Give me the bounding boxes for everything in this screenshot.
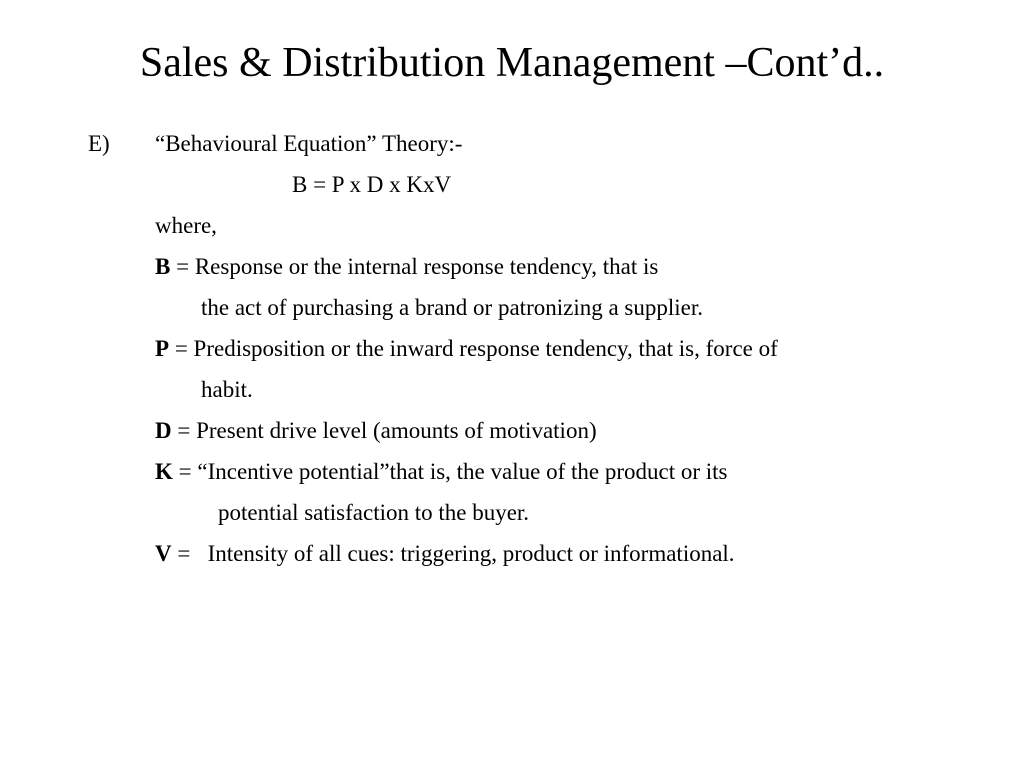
definition-text: “Incentive potential”that is, the value of the product or its <box>197 459 728 484</box>
definition-term: V <box>155 541 172 566</box>
definition-separator: = <box>172 459 198 484</box>
definition-p <box>155 335 778 363</box>
item-marker: E) <box>88 131 110 156</box>
definition-term: P <box>155 336 170 361</box>
definition-term: B <box>155 254 171 279</box>
definition-term: K <box>155 459 173 484</box>
definition-k <box>155 458 727 486</box>
definition-k-continuation: potential satisfaction to the buyer. <box>218 500 530 525</box>
definition-d <box>155 417 597 445</box>
definition-separator: = <box>171 418 197 443</box>
definition-text: Response or the internal response tendency, that is <box>194 254 659 279</box>
definition-p-continuation: habit. <box>201 377 253 402</box>
definition-text: Intensity of all cues: triggering, product or informational. <box>207 541 735 566</box>
equation: B = P x D x KxV <box>292 172 452 197</box>
definition-separator: = <box>170 254 195 279</box>
slide-title: Sales & Distribution Management –Cont’d.. <box>139 40 885 86</box>
definition-b-continuation: the act of purchasing a brand or patronizing a supplier. <box>201 295 704 320</box>
definition-b <box>155 253 658 281</box>
where-label: where, <box>155 213 217 238</box>
definition-text: Predisposition or the inward response tendency, that is, force of <box>193 336 778 361</box>
definition-v <box>155 540 735 568</box>
definition-term: D <box>155 418 172 443</box>
theory-heading: “Behavioural Equation” Theory:- <box>155 131 463 156</box>
definition-separator: = <box>171 541 208 566</box>
definition-separator: = <box>169 336 194 361</box>
definition-text: Present drive level (amounts of motivation) <box>196 418 597 443</box>
